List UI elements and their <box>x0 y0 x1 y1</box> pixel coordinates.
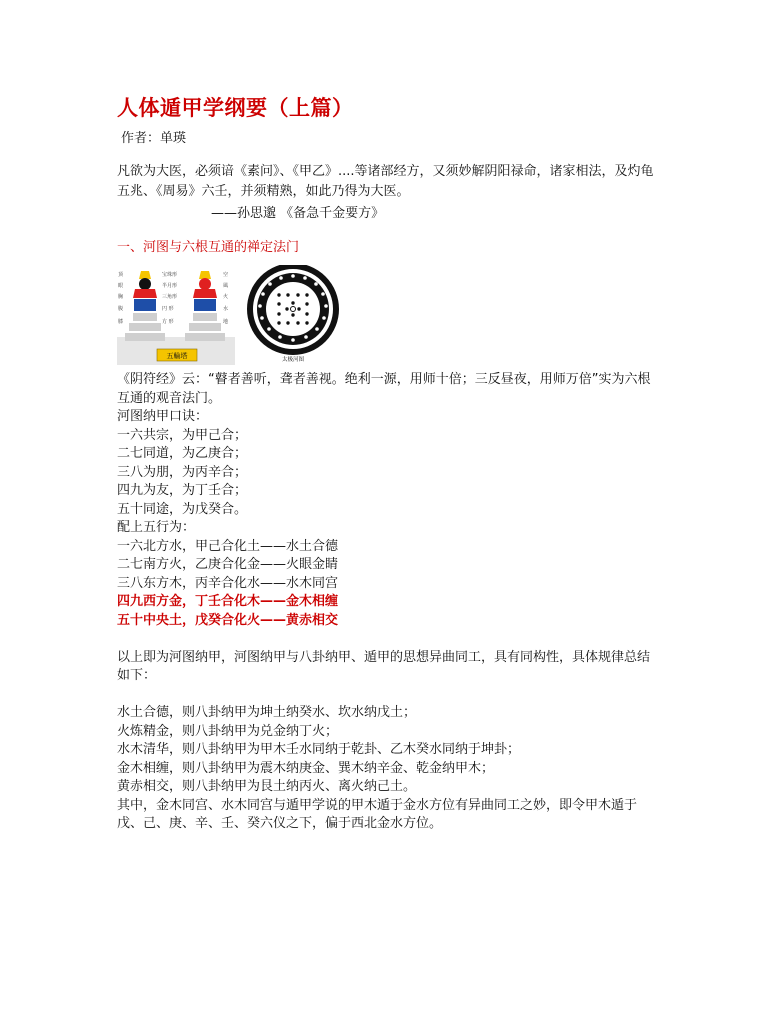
inner-disc <box>266 282 320 336</box>
body-paragraph: 五十中央土，戊癸合化火——黄赤相交 <box>117 612 339 628</box>
taiji-hetu-diagram <box>250 266 336 363</box>
stupa-left-label: 胸 <box>118 294 124 300</box>
stupa-left-label: 膝 <box>118 319 124 325</box>
stupa-right-label: 水 <box>223 306 229 312</box>
stupa-right-label: 地 <box>223 319 229 325</box>
body-paragraph: 以上即为河图纳甲，河图纳甲与八卦纳甲、遁甲的思想异曲同工，具有同构性，具体规律总结如下： <box>117 649 651 683</box>
figure-svg <box>117 265 353 365</box>
stupa-left-label: 腹 <box>118 306 124 312</box>
stupa-right-label: 空 <box>223 272 229 278</box>
blank-line <box>117 686 662 705</box>
body-paragraph: 《阴符经》云：“瞽者善听，聋者善视。绝利一源，用师十倍；三反昼夜，用师万倍”实为六根互通的观音法门。 <box>117 372 651 406</box>
body-paragraph: 其中，金木同宫、水木同宫与遁甲学说的甲木遁于金水方位有异曲同工之妙，即令甲木遁于戊、己、庚、辛、壬、癸六仪之下，偏于西北金水方位。 <box>117 797 638 831</box>
body-paragraph: 水木清华，则八卦纳甲为甲木壬水同纳于乾卦、乙木癸水同纳于坤卦； <box>117 742 521 757</box>
body-paragraph: 二七同道，为乙庚合； <box>117 446 248 461</box>
body-paragraph: 水土合德，则八卦纳甲为坤土纳癸水、坎水纳戊土； <box>117 705 417 720</box>
body-paragraph: 三八东方木，丙辛合化水——水木同宫 <box>117 575 339 591</box>
body-paragraph: 金木相缠，则八卦纳甲为震木纳庚金、巽木纳辛金、乾金纳甲木； <box>117 760 495 776</box>
body-paragraph: 五十同途，为戊癸合。 <box>117 501 248 517</box>
stupa-mid-label: 宝珠形 <box>162 272 178 278</box>
body-paragraph: 一六共宗，为甲己合； <box>117 427 248 443</box>
body-paragraph: 黄赤相交，则八卦纳甲为艮土纳丙火、离火纳己土。 <box>117 779 417 794</box>
body-paragraph: 四九为友，为丁壬合； <box>117 483 248 498</box>
stupa-mid-label: 三角形 <box>162 294 178 300</box>
stupa-left-label: 顶 <box>118 272 124 278</box>
epigraph-source: ——孙思邈 《备急千金要方》 <box>211 206 385 221</box>
body-paragraph: 三八为朋，为丙辛合； <box>117 464 248 480</box>
page-title: 人体遁甲学纲要（上篇） <box>117 96 354 120</box>
stupa-right-label: 風 <box>223 283 229 289</box>
stupa-right-label: 火 <box>223 294 229 300</box>
author-line: 作者：单瑛 <box>121 131 187 146</box>
article-body <box>117 371 662 834</box>
stupa-mid-label: 円 形 <box>162 306 174 312</box>
body-paragraph: 一六北方水，甲己合化土——水土合德 <box>117 538 339 554</box>
blank-line <box>117 630 662 649</box>
epigraph-quote: 凡欲为大医，必须谙《素问》、《甲乙》....等诸部经方，又须妙解阴阳禄命，诸家相法，及灼龟五兆、《周易》六壬，并须精熟，如此乃得为大医。 <box>117 164 654 199</box>
body-paragraph: 四九西方金，丁壬合化木——金木相缠 <box>117 594 339 609</box>
body-paragraph: 河图纳甲口诀： <box>117 409 209 424</box>
stupa-left-label: 眼 <box>118 283 124 289</box>
stupa-mid-label: 方 形 <box>162 319 174 325</box>
body-paragraph: 配上五行为： <box>117 520 196 535</box>
hetu-caption: 太极河图 <box>281 357 305 363</box>
section-heading: 一、河图与六根互通的禅定法门 <box>117 240 300 255</box>
body-paragraph: 火炼精金，则八卦纳甲为兑金纳丁火； <box>117 723 339 739</box>
figure-illustration <box>117 265 353 365</box>
body-paragraph: 二七南方火，乙庚合化金——火眼金睛 <box>117 557 339 572</box>
stupa-mid-label: 半月形 <box>162 283 178 289</box>
stupa-caption: 五輪塔 <box>166 352 188 360</box>
five-wheel-stupa-panel <box>117 265 235 365</box>
